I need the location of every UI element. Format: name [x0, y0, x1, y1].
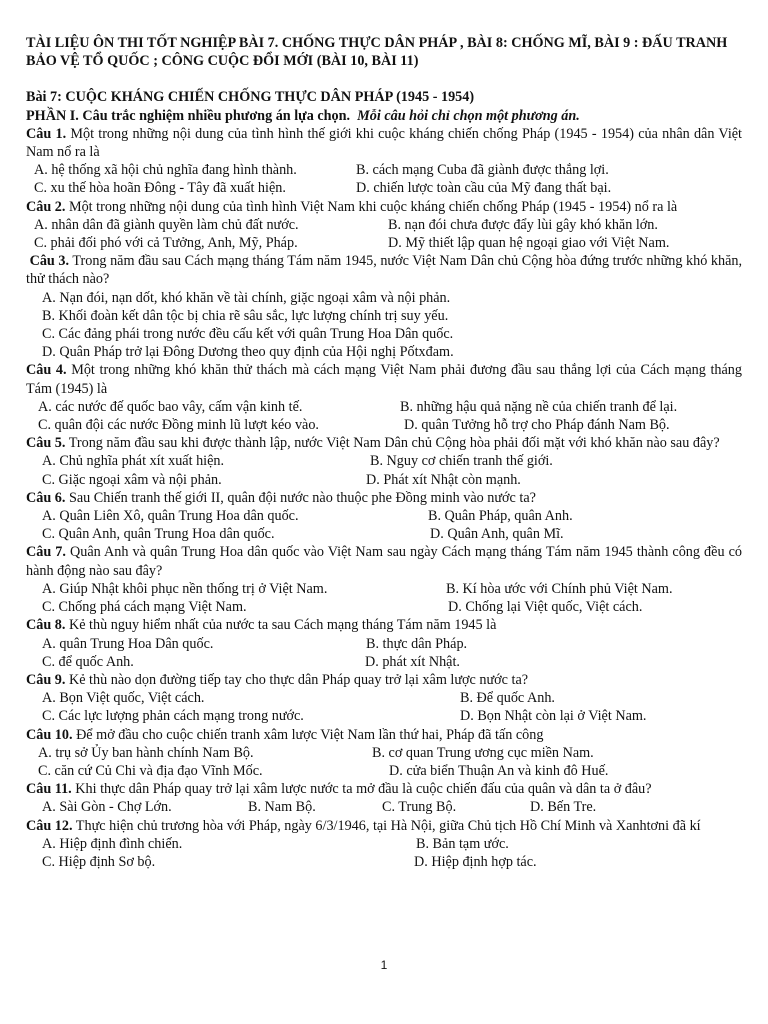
question-stem: [26, 671, 742, 689]
option-d: D. Bến Tre.: [530, 799, 597, 816]
option-d: D. cửa biển Thuận An và kinh đô Huế.: [389, 762, 609, 779]
question-text: Trong năm đầu sau Cách mạng tháng Tám năm 1945, nước Việt Nam Dân chủ Cộng hòa đứng trước những khó khăn, thử thách nào?: [26, 253, 743, 288]
option-row: [26, 744, 742, 762]
option-c: C. Hiệp định Sơ bộ.: [42, 853, 156, 870]
question-number: Câu 7.: [26, 544, 66, 561]
question-text: Quân Anh và quân Trung Hoa dân quốc vào Việt Nam sau ngày Cách mạng tháng Tám năm 1945 thành công đều có hành động nào sau đây?: [26, 544, 742, 579]
option-b: B. Khối đoàn kết dân tộc bị chia rẽ sâu sắc, lực lượng chính trị suy yếu.: [42, 307, 449, 324]
option-a: A. Bọn Việt quốc, Việt cách.: [42, 690, 205, 707]
part-title: PHẦN I. Câu trắc nghiệm nhiều phương án lựa chọn.: [26, 107, 351, 124]
lesson-title: Bài 7: CUỘC KHÁNG CHIẾN CHỐNG THỰC DÂN PHÁP (1945 - 1954): [26, 89, 475, 106]
option-b: B. Bản tạm ước.: [416, 835, 509, 852]
option-a: A. hệ thống xã hội chủ nghĩa đang hình thành.: [34, 162, 297, 179]
option-row: [26, 689, 742, 707]
option-b: B. nạn đói chưa được đẩy lùi gây khó khăn lớn.: [388, 216, 658, 233]
option-d: D. Quân Pháp trở lại Đông Dương theo quy định của Hội nghị Pốtxđam.: [42, 344, 454, 361]
question-number: Câu 10.: [26, 726, 73, 743]
option-c: C. Chống phá cách mạng Việt Nam.: [42, 599, 247, 616]
option-b: B. cơ quan Trung ương cục miền Nam.: [372, 744, 594, 761]
option-a: A. trụ sở Ủy ban hành chính Nam Bộ.: [38, 744, 254, 761]
question-text: Một trong những khó khăn thử thách mà cách mạng Việt Nam phải đương đầu sau thắng lợi của Cách mạng tháng Tám (1945) là: [26, 362, 742, 397]
option-b: B. Quân Pháp, quân Anh.: [428, 508, 573, 525]
option-row: [26, 398, 742, 416]
option-row: [26, 635, 742, 653]
question-stem: [26, 817, 742, 835]
question-stem: [26, 252, 742, 288]
question-number: Câu 9.: [26, 671, 66, 688]
option-c: C. Giặc ngoại xâm và nội phản.: [42, 471, 222, 488]
question-text: Kẻ thù nào dọn đường tiếp tay cho thực dân Pháp quay trở lại xâm lược nước ta?: [65, 671, 529, 688]
option-c: C. xu thế hòa hoãn Đông - Tây đã xuất hiện.: [34, 180, 286, 197]
option-row: [26, 835, 742, 853]
question-text: Sau Chiến tranh thế giới II, quân đội nước nào thuộc phe Đồng minh vào nước ta?: [65, 489, 536, 506]
option-a: A. Hiệp định đình chiến.: [42, 835, 183, 852]
question-stem: [26, 616, 742, 634]
option-row: [26, 525, 742, 543]
option-a: A. nhân dân đã giành quyền làm chủ đất nước.: [34, 216, 299, 233]
option-d: D. Phát xít Nhật còn mạnh.: [366, 471, 521, 488]
document-title: TÀI LIỆU ÔN THI TỐT NGHIỆP BÀI 7. CHỐNG THỰC DÂN PHÁP , BÀI 8: CHỐNG MĨ, BÀI 9 : ĐẤU TRANH BẢO VỆ TỔ QUỐC ; CÔNG CUỘC ĐỔI MỚI (BÀI 10, BÀI 11): [26, 35, 728, 70]
question-text: Để mở đầu cho cuộc chiến tranh xâm lược Việt Nam lần thứ hai, Pháp đã tấn công: [72, 726, 544, 743]
question-text: Thực hiện chủ trương hòa với Pháp, ngày 6/3/1946, tại Hà Nội, giữa Chủ tịch Hồ Chí Minh và Xanhtơni đã kí: [72, 817, 701, 834]
option-c: C. phải đối phó với cả Tưởng, Anh, Mỹ, Pháp.: [34, 235, 298, 252]
option-d: D. chiến lược toàn cầu của Mỹ đang thất bại.: [356, 180, 612, 197]
question-stem: [26, 489, 742, 507]
option-b: B. Nguy cơ chiến tranh thế giới.: [370, 453, 553, 470]
question-number: Câu 12.: [26, 817, 73, 834]
option-c: C. Các lực lượng phản cách mạng trong nước.: [42, 708, 304, 725]
part-instruction: Mỗi câu hỏi chỉ chọn một phương án.: [357, 107, 580, 124]
option-c: C. Quân Anh, quân Trung Hoa dân quốc.: [42, 526, 275, 543]
option-b: B. Để quốc Anh.: [460, 690, 555, 707]
option-row: [26, 471, 742, 489]
option-c: C. Trung Bộ.: [382, 799, 457, 816]
option-row: [26, 598, 742, 616]
question-5: [26, 434, 742, 489]
question-1: [26, 125, 742, 198]
question-stem: [26, 780, 742, 798]
option-row: [26, 653, 742, 671]
question-2: [26, 198, 742, 253]
option-d: D. quân Tưởng hỗ trợ cho Pháp đánh Nam Bộ.: [404, 417, 670, 434]
question-stem: [26, 361, 742, 397]
option-a: A. Sài Gòn - Chợ Lớn.: [42, 799, 172, 816]
option-row: [26, 707, 742, 725]
option-row: [26, 161, 742, 179]
option-c: C. Các đảng phái trong nước đều cấu kết với quân Trung Hoa Dân quốc.: [42, 326, 454, 343]
question-stem: [26, 434, 742, 452]
question-text: Một trong những nội dung của tình hình thế giới khi cuộc kháng chiến chống Pháp (1945 - 1954) của nhân dân Việt Nam nổ ra là: [26, 125, 743, 161]
option-c: C. quân đội các nước Đồng minh lũ lượt kéo vào.: [38, 417, 319, 434]
question-7: [26, 543, 742, 616]
option-d: D. phát xít Nhật.: [365, 653, 460, 670]
option-row: [26, 416, 742, 434]
question-number: Câu 11.: [26, 781, 72, 798]
question-9: [26, 671, 742, 726]
option-a: A. quân Trung Hoa Dân quốc.: [42, 635, 214, 652]
option-row: [26, 234, 742, 252]
question-3: [26, 252, 742, 361]
question-text: Trong năm đầu sau khi được thành lập, nước Việt Nam Dân chủ Cộng hòa phải đối mặt với khó khăn nào sau đây?: [65, 435, 720, 452]
option-d: D. Hiệp định hợp tác.: [414, 853, 537, 870]
option-a: A. Giúp Nhật khôi phục nền thống trị ở Việt Nam.: [42, 580, 328, 597]
question-10: [26, 726, 742, 781]
question-number: Câu 3.: [29, 253, 70, 270]
option-d: D. Quân Anh, quân Mĩ.: [430, 526, 564, 543]
option-b: B. cách mạng Cuba đã giành được thắng lợi.: [356, 162, 609, 179]
page-number: 1: [380, 958, 388, 972]
question-6: [26, 489, 742, 544]
question-number: Câu 2.: [26, 198, 66, 215]
question-text: Một trong những nội dung của tình hình Việt Nam khi cuộc kháng chiến chống Pháp (1945 - 1954) nổ ra là: [65, 198, 678, 215]
question-stem: [26, 125, 742, 161]
question-text: Khi thực dân Pháp quay trở lại xâm lược nước ta mở đầu là cuộc chiến đấu của quân và dân ta ở đâu?: [71, 781, 652, 798]
option-c: C. để quốc Anh.: [42, 653, 134, 670]
option-b: B. Kí hòa ước với Chính phủ Việt Nam.: [446, 580, 673, 597]
option-row: [26, 179, 742, 197]
question-stem: [26, 198, 742, 216]
option-a: A. các nước đế quốc bao vây, cấm vận kinh tế.: [38, 398, 303, 415]
option-b: B. thực dân Pháp.: [366, 635, 468, 652]
question-text: Kẻ thù nguy hiểm nhất của nước ta sau Cách mạng tháng Tám năm 1945 là: [65, 617, 497, 634]
part-heading: [26, 107, 742, 125]
question-number: Câu 1.: [26, 125, 67, 142]
option-a: A. Quân Liên Xô, quân Trung Hoa dân quốc.: [42, 508, 299, 525]
question-number: Câu 6.: [26, 489, 66, 506]
question-number: Câu 8.: [26, 617, 66, 634]
option-d: D. Bọn Nhật còn lại ở Việt Nam.: [460, 708, 647, 725]
option-a: A. Nạn đói, nạn dốt, khó khăn về tài chính, giặc ngoại xâm và nội phản.: [42, 289, 451, 306]
option-b: B. Nam Bộ.: [248, 799, 316, 816]
question-stem: [26, 543, 742, 579]
option-a: A. Chủ nghĩa phát xít xuất hiện.: [42, 453, 225, 470]
option-row: [26, 853, 742, 871]
question-4: [26, 361, 742, 434]
question-12: [26, 817, 742, 872]
option-row: [26, 216, 742, 234]
option-row: [26, 798, 742, 816]
option-d: D. Mỹ thiết lập quan hệ ngoại giao với Việt Nam.: [388, 235, 670, 252]
option-c: C. căn cứ Củ Chi và địa đạo Vĩnh Mốc.: [38, 762, 263, 779]
option-row: [26, 452, 742, 470]
question-11: [26, 780, 742, 816]
option-b: B. những hậu quả nặng nề của chiến tranh để lại.: [400, 398, 678, 415]
option-d: D. Chống lại Việt quốc, Việt cách.: [448, 599, 643, 616]
question-number: Câu 4.: [26, 362, 67, 379]
question-8: [26, 616, 742, 671]
option-row: [26, 762, 742, 780]
question-stem: [26, 726, 742, 744]
option-row: [26, 507, 742, 525]
option-row: [26, 580, 742, 598]
question-number: Câu 5.: [26, 435, 66, 452]
